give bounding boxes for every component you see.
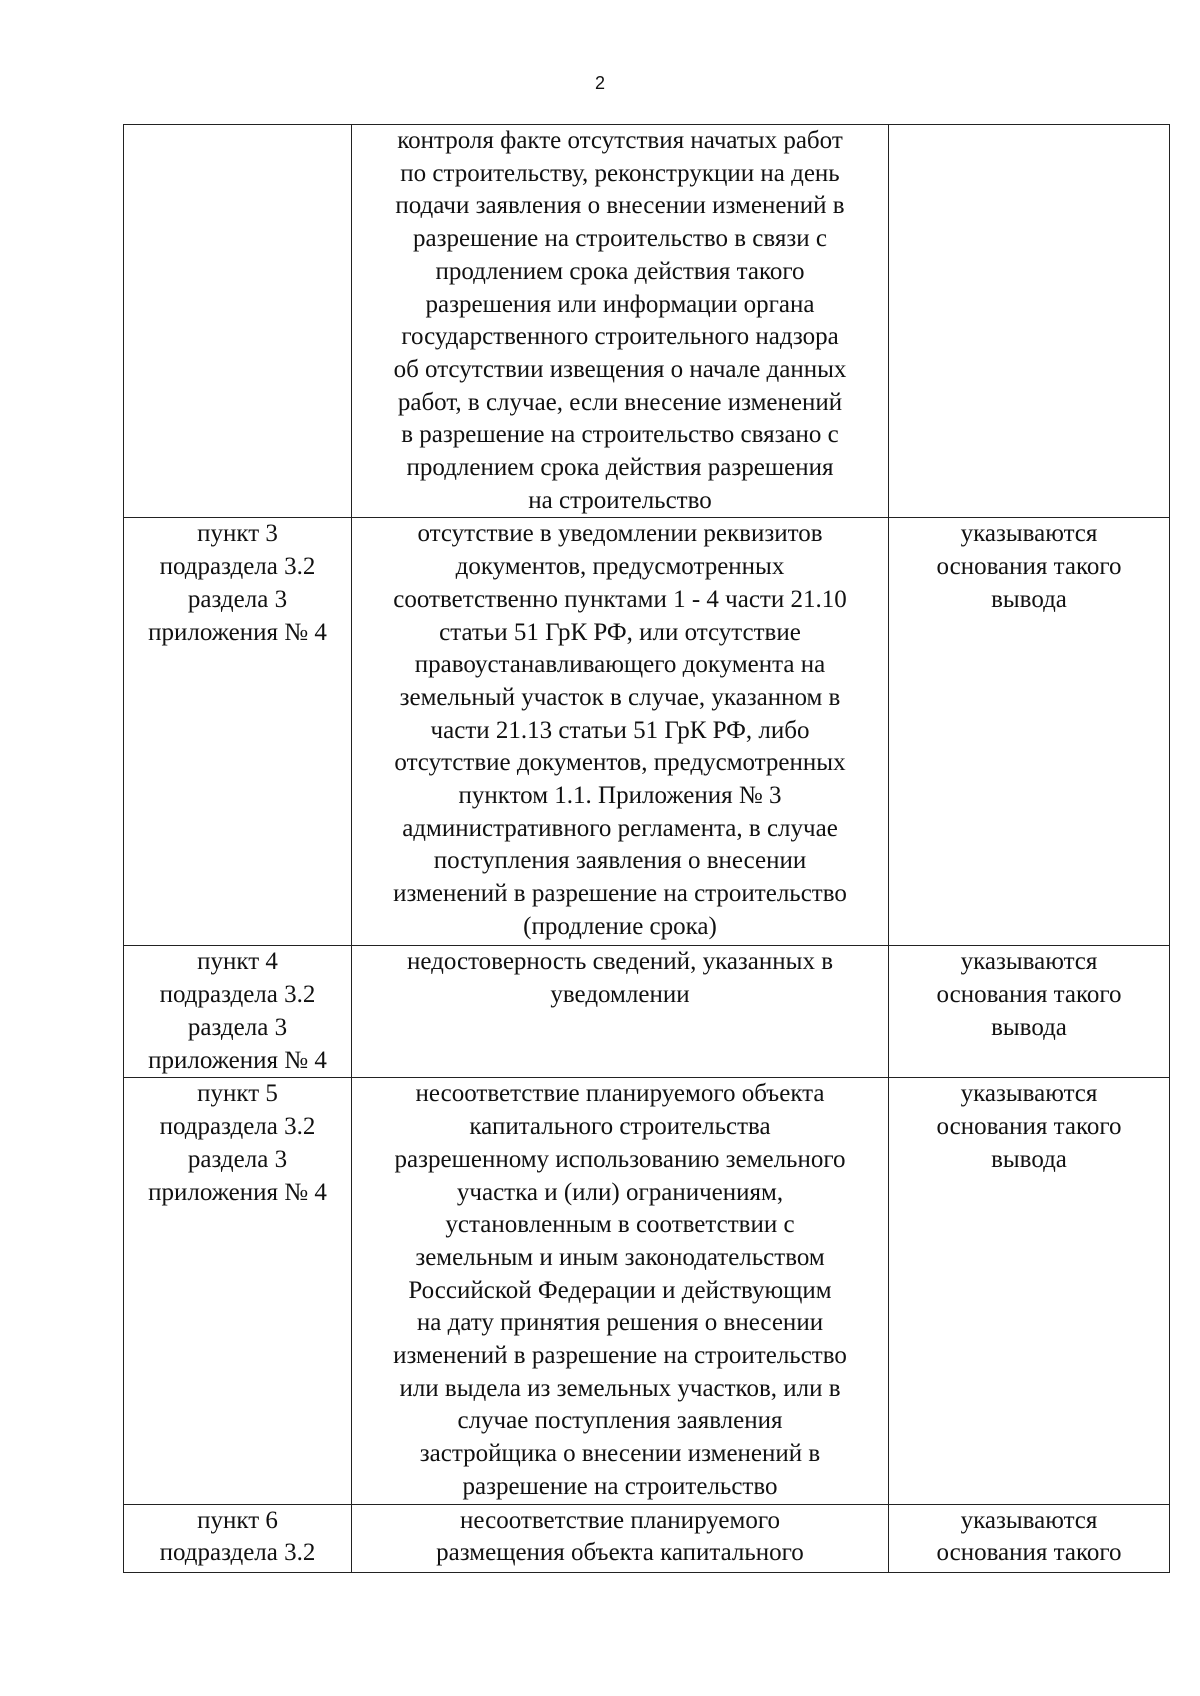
clause-cell <box>124 125 352 518</box>
explanation-cell: указываются основания такого вывода <box>889 946 1170 1078</box>
reason-cell: отсутствие в уведомлении реквизитов документов, предусмотренных соответственно пунктами 1 - 4 части 21.10 статьи 51 ГрК РФ, или отсутствие правоустанавливающего документа на земельный участок в случае, указанном в части 21.13 статьи 51 ГрК РФ, либо отсутствие документов, предусмотренных пунктом 1.1. Приложения № 3 административного регламента, в случае поступления заявления о внесении изменений в разрешение на строительство (продление срока) <box>352 518 889 946</box>
table-row <box>124 518 1170 946</box>
clause-cell: пункт 3 подраздела 3.2 раздела 3 приложения № 4 <box>124 518 352 946</box>
reason-cell: контроля факте отсутствия начатых работ по строительству, реконструкции на день подачи заявления о внесении изменений в разрешение на строительство в связи с продлением срока действия такого разрешения или информации органа государственного строительного надзора об отсутствии извещения о начале данных работ, в случае, если внесение изменений в разрешение на строительство связано с продлением срока действия разрешения на строительство <box>352 125 889 518</box>
clause-cell: пункт 5 подраздела 3.2 раздела 3 приложения № 4 <box>124 1078 352 1504</box>
refusal-grounds-table <box>123 124 1170 1573</box>
clause-cell: пункт 6 подраздела 3.2 <box>124 1504 352 1572</box>
reason-cell: несоответствие планируемого размещения объекта капитального <box>352 1504 889 1572</box>
table-row <box>124 1504 1170 1572</box>
clause-cell: пункт 4 подраздела 3.2 раздела 3 приложения № 4 <box>124 946 352 1078</box>
explanation-cell <box>889 125 1170 518</box>
explanation-cell: указываются основания такого вывода <box>889 518 1170 946</box>
explanation-cell: указываются основания такого <box>889 1504 1170 1572</box>
table-row <box>124 1078 1170 1504</box>
reason-cell: недостоверность сведений, указанных в уведомлении <box>352 946 889 1078</box>
table-row <box>124 946 1170 1078</box>
page-number: 2 <box>594 73 605 93</box>
reason-cell: несоответствие планируемого объекта капитального строительства разрешенному использованию земельного участка и (или) ограничениям, установленным в соответствии с земельным и иным законодательством Российской Федерации и действующим на дату принятия решения о внесении изменений в разрешение на строительство или выдела из земельных участков, или в случае поступления заявления застройщика о внесении изменений в разрешение на строительство <box>352 1078 889 1504</box>
table-row <box>124 125 1170 518</box>
explanation-cell: указываются основания такого вывода <box>889 1078 1170 1504</box>
